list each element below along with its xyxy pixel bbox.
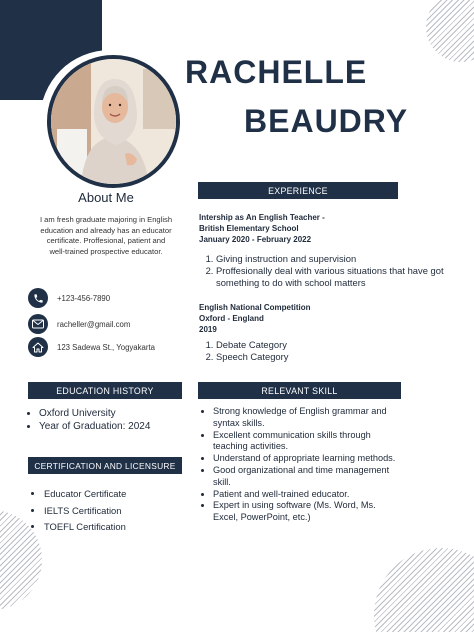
list-item: • Educator Certificate <box>44 486 184 503</box>
list-item: 1. Giving instruction and supervision <box>216 253 468 265</box>
competition-title: English National Competition <box>199 303 311 312</box>
list-item: • Year of Graduation: 2024 <box>39 420 189 433</box>
list-item: • TOEFL Certification <box>44 519 184 536</box>
first-name: RACHELLE <box>185 54 368 90</box>
contact-email <box>28 313 130 335</box>
last-name: BEAUDRY <box>244 103 409 139</box>
certification-list <box>44 486 184 536</box>
phone-icon <box>28 288 48 308</box>
phone-text: +123-456-7890 <box>57 293 111 303</box>
education-header: EDUCATION HISTORY <box>28 382 182 399</box>
list-item: 1. Debate Category <box>216 339 416 351</box>
contact-phone <box>28 287 110 309</box>
experience-header: EXPERIENCE <box>198 182 398 199</box>
job-place: British Elementary School <box>199 224 299 233</box>
about-me-title: About Me <box>78 190 134 205</box>
competition-place: Oxford - England <box>199 314 264 323</box>
home-icon <box>28 337 48 357</box>
email-text: racheller@gmail.com <box>57 319 131 329</box>
job-period: January 2020 - February 2022 <box>199 235 312 244</box>
skills-list <box>213 406 403 524</box>
contact-address <box>28 336 155 358</box>
list-item: • Patient and well-trained educator. <box>213 489 403 501</box>
hatched-circle-decoration <box>374 548 474 632</box>
list-item: • Good organizational and time management skill. <box>213 465 403 489</box>
competition-categories-list <box>216 339 416 363</box>
hatched-circle-decoration <box>0 510 42 610</box>
list-item: • Understand of appropriate learning methods. <box>213 453 403 465</box>
job-duties-list <box>216 253 468 289</box>
certification-header: CERTIFICATION AND LICENSURE <box>28 457 182 474</box>
profile-photo <box>47 55 180 188</box>
list-item: • Expert in using software (Ms. Word, Ms. Excel, PowerPoint, etc.) <box>213 500 403 524</box>
mail-icon <box>28 314 48 334</box>
address-text: 123 Sadewa St., Yogyakarta <box>57 342 155 352</box>
list-item: • Oxford University <box>39 407 189 420</box>
education-list <box>39 407 189 433</box>
job-role: Intership as An English Teacher - <box>199 213 325 222</box>
competition-year: 2019 <box>199 325 217 334</box>
list-item: • IELTS Certification <box>44 503 184 520</box>
list-item: 2. Speech Category <box>216 351 416 363</box>
list-item: • Excellent communication skills through teaching activities. <box>213 430 403 454</box>
hatched-circle-decoration <box>426 0 474 62</box>
about-me-text: I am fresh graduate majoring in English education and already has an educator certificate. Proffesional, patient and well-trained prospective educator. <box>39 215 173 256</box>
portrait-illustration <box>51 59 176 184</box>
list-item: • Strong knowledge of English grammar and syntax skills. <box>213 406 403 430</box>
list-item: 2. Proffesionally deal with various situations that have got something to do with school matters <box>216 265 468 289</box>
skills-header: RELEVANT SKILL <box>198 382 401 399</box>
